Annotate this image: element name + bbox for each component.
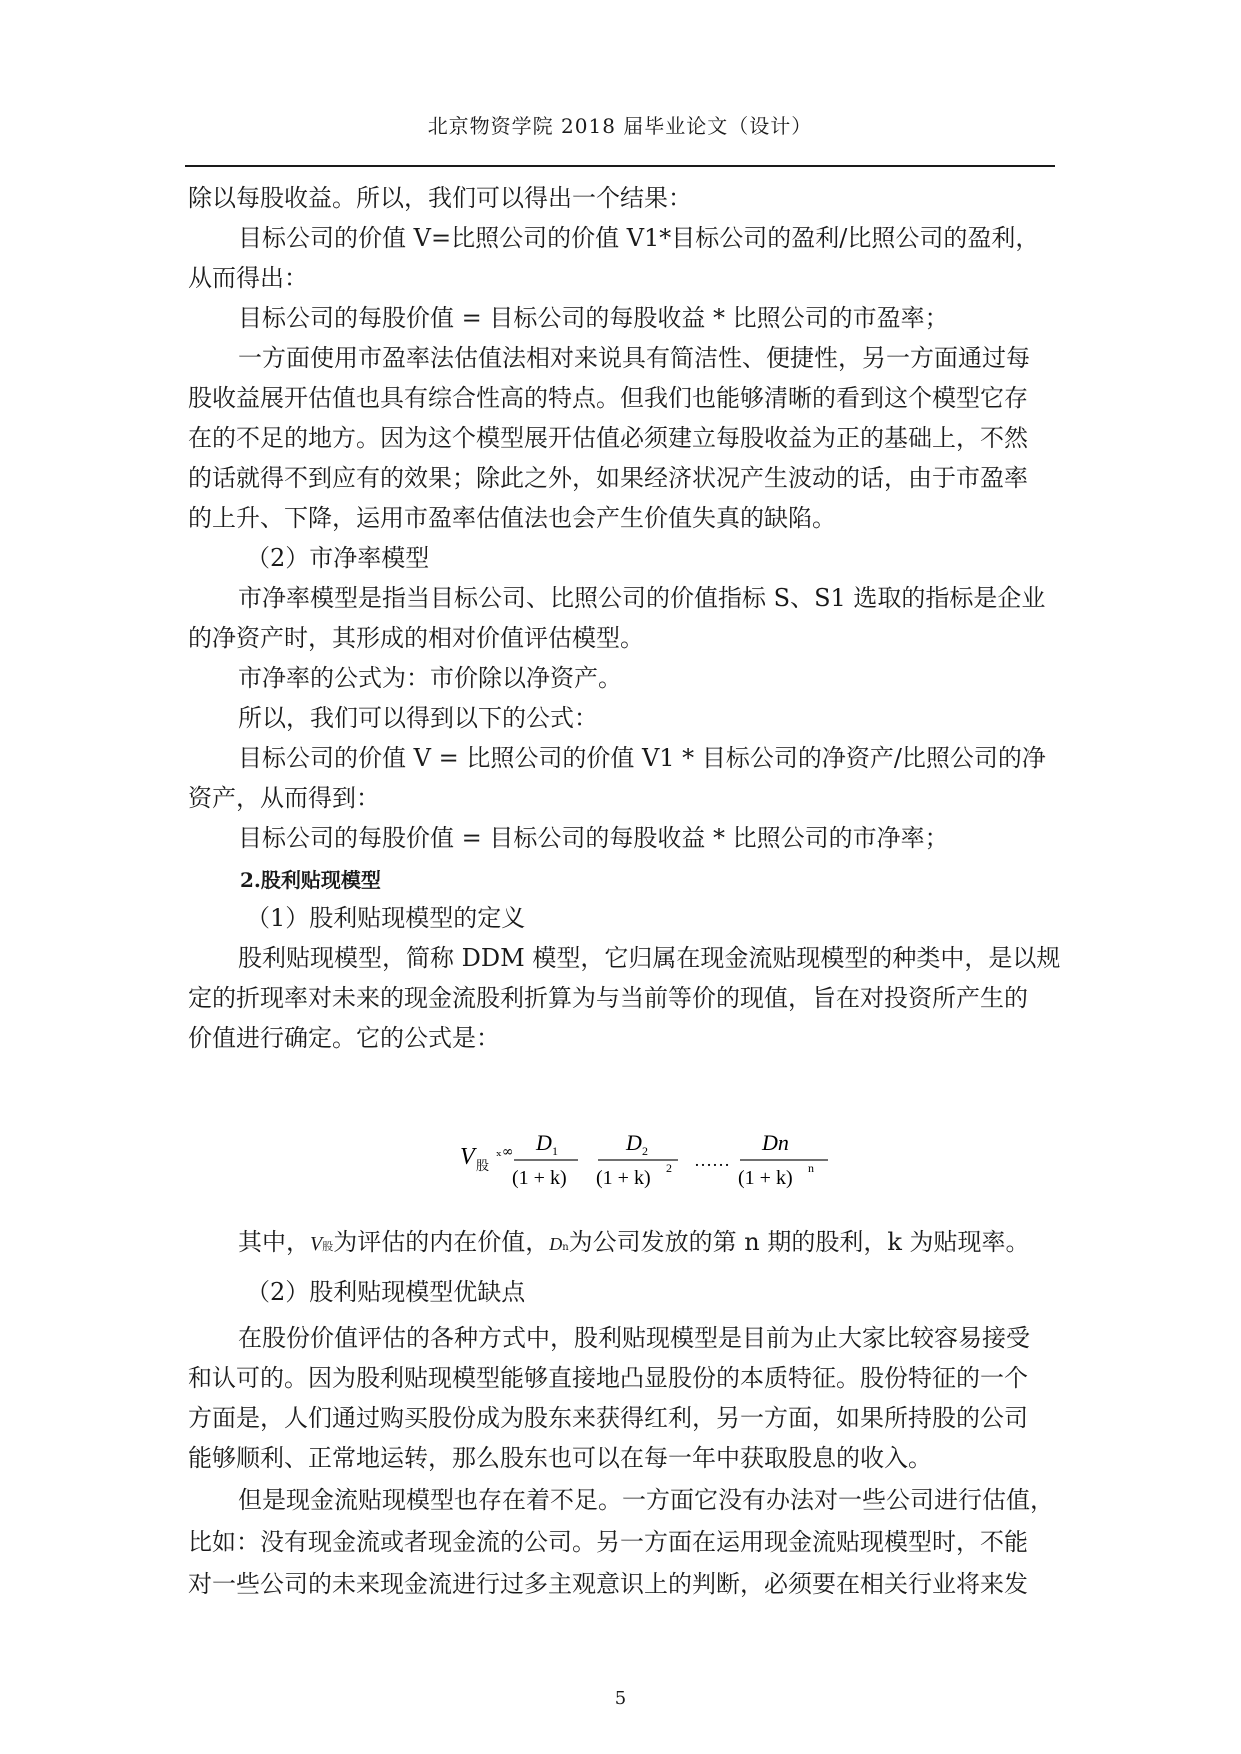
formula-equals: ₓ∞ (496, 1144, 514, 1160)
section-heading: （2）市净率模型 (246, 544, 430, 572)
body-line: 目标公司的价值 V = 比照公司的价值 V1 * 目标公司的净资产/比照公司的净 (238, 744, 1046, 772)
section-heading: （2）股利贴现模型优缺点 (246, 1278, 526, 1306)
body-line: 除以每股收益。所以，我们可以得出一个结果： (188, 184, 692, 212)
body-line: 和认可的。因为股利贴现模型能够直接地凸显股份的本质特征。股份特征的一个 (188, 1364, 1028, 1392)
formula-den2: (1 + k) (596, 1167, 651, 1189)
formula-d2-sub: 2 (642, 1144, 648, 1158)
body-line: 比如：没有现金流或者现金流的公司。另一方面在运用现金流贴现模型时，不能 (188, 1528, 1028, 1556)
ddm-formula (456, 1126, 856, 1196)
body-line: 资产，从而得到： (188, 784, 380, 812)
body-line: 对一些公司的未来现金流进行过多主观意识上的判断，必须要在相关行业将来发 (188, 1570, 1028, 1598)
body-line: 所以，我们可以得到以下的公式： (238, 704, 598, 732)
body-line: 的话就得不到应有的效果；除此之外，如果经济状况产生波动的话，由于市盈率 (188, 464, 1028, 492)
body-line: 价值进行确定。它的公式是： (188, 1024, 500, 1052)
formula-d2: D (626, 1130, 642, 1155)
explanation-text: 其中， (238, 1228, 310, 1256)
formula-d1-sub: 1 (552, 1144, 558, 1158)
body-line: 股收益展开估值也具有综合性高的特点。但我们也能够清晰的看到这个模型它存 (188, 384, 1028, 412)
formula-d1: D (536, 1130, 552, 1155)
body-line: 的净资产时，其形成的相对价值评估模型。 (188, 624, 644, 652)
inline-d-sub: n (562, 1242, 569, 1253)
explanation-text: 为评估的内在价值， (333, 1228, 550, 1256)
body-line: 在股份价值评估的各种方式中，股利贴现模型是目前为止大家比较容易接受 (238, 1324, 1030, 1352)
formula-ellipsis: …… (694, 1150, 730, 1170)
body-line: 股利贴现模型，简称 DDM 模型，它归属在现金流贴现模型的种类中，是以规 (238, 944, 1061, 972)
formula-den2-exp: 2 (666, 1161, 672, 1175)
inline-v-symbol: V (310, 1233, 323, 1255)
body-line: 目标公司的每股价值 = 目标公司的每股收益 * 比照公司的市净率； (238, 824, 949, 852)
body-line: 市净率模型是指当目标公司、比照公司的价值指标 S、S1 选取的指标是企业 (238, 584, 1046, 612)
page-number: 5 (614, 1688, 627, 1709)
body-line: 能够顺利、正常地运转，那么股东也可以在每一年中获取股息的收入。 (188, 1444, 932, 1472)
body-line: 从而得出： (188, 264, 308, 292)
body-line: 方面是，人们通过购买股份成为股东来获得红利，另一方面，如果所持股的公司 (188, 1404, 1028, 1432)
body-line: 目标公司的每股价值 = 目标公司的每股收益 * 比照公司的市盈率； (238, 304, 949, 332)
formula-den3: (1 + k) (738, 1167, 793, 1189)
explanation-text: 为公司发放的第 n 期的股利，k 为贴现率。 (568, 1228, 1030, 1256)
body-line: 定的折现率对未来的现金流股利折算为与当前等价的现值，旨在对投资所产生的 (188, 984, 1028, 1012)
section-title: 2.股利贴现模型 (240, 868, 381, 892)
body-line: 的上升、下降，运用市盈率估值法也会产生价值失真的缺陷。 (188, 504, 836, 532)
header-rule (185, 165, 1055, 167)
page-header: 北京物资学院 2018 届毕业论文（设计） (427, 114, 813, 138)
body-line: 市净率的公式为：市价除以净资产。 (238, 664, 622, 692)
formula-v: V (460, 1144, 475, 1170)
formula-den1: (1 + k) (512, 1167, 567, 1189)
formula-v-sub: 股 (476, 1159, 490, 1174)
body-line: 但是现金流贴现模型也存在着不足。一方面它没有办法对一些公司进行估值， (238, 1486, 1054, 1514)
formula-den3-exp: n (808, 1161, 814, 1175)
body-line: 目标公司的价值 V=比照公司的价值 V1*目标公司的盈利/比照公司的盈利， (238, 224, 1040, 252)
body-line: 在的不足的地方。因为这个模型展开估值必须建立每股收益为正的基础上，不然 (188, 424, 1028, 452)
inline-v-sub: 股 (322, 1240, 334, 1253)
body-line: 一方面使用市盈率法估值法相对来说具有简洁性、便捷性，另一方面通过每 (238, 344, 1030, 372)
section-heading: （1）股利贴现模型的定义 (246, 904, 526, 932)
inline-d-symbol: D (549, 1234, 563, 1254)
formula-dn: Dn (762, 1130, 789, 1155)
formula-explanation-line (238, 1226, 1030, 1264)
